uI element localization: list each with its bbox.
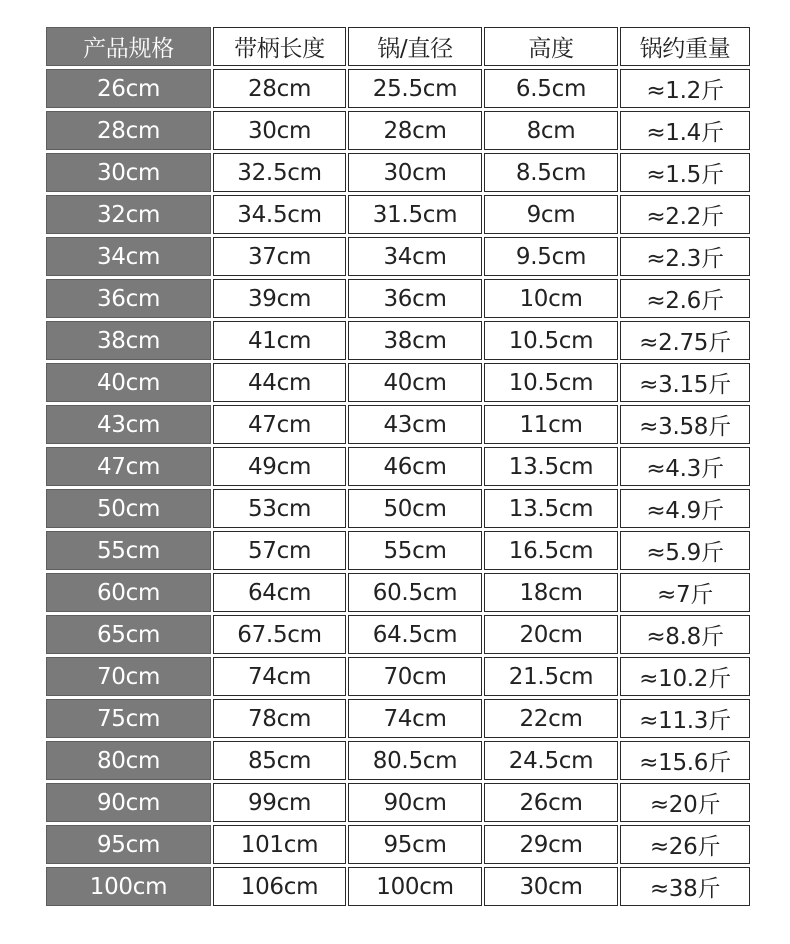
spec-cell: 80cm bbox=[46, 741, 211, 780]
weight-cell: ≈1.2斤 bbox=[620, 69, 750, 108]
handle-length-cell: 32.5cm bbox=[213, 153, 346, 192]
header-weight: 锅约重量 bbox=[620, 27, 750, 66]
height-cell: 24.5cm bbox=[484, 741, 618, 780]
handle-length-cell: 41cm bbox=[213, 321, 346, 360]
spec-cell: 32cm bbox=[46, 195, 211, 234]
weight-cell: ≈2.75斤 bbox=[620, 321, 750, 360]
diameter-cell: 55cm bbox=[348, 531, 482, 570]
height-cell: 9cm bbox=[484, 195, 618, 234]
height-cell: 22cm bbox=[484, 699, 618, 738]
handle-length-cell: 53cm bbox=[213, 489, 346, 528]
spec-cell: 40cm bbox=[46, 363, 211, 402]
header-spec: 产品规格 bbox=[46, 27, 211, 66]
diameter-cell: 34cm bbox=[348, 237, 482, 276]
diameter-cell: 64.5cm bbox=[348, 615, 482, 654]
spec-cell: 26cm bbox=[46, 69, 211, 108]
handle-length-cell: 85cm bbox=[213, 741, 346, 780]
handle-length-cell: 67.5cm bbox=[213, 615, 346, 654]
diameter-cell: 70cm bbox=[348, 657, 482, 696]
spec-cell: 60cm bbox=[46, 573, 211, 612]
height-cell: 10.5cm bbox=[484, 321, 618, 360]
weight-cell: ≈3.15斤 bbox=[620, 363, 750, 402]
weight-cell: ≈8.8斤 bbox=[620, 615, 750, 654]
weight-cell: ≈2.2斤 bbox=[620, 195, 750, 234]
diameter-cell: 90cm bbox=[348, 783, 482, 822]
weight-cell: ≈5.9斤 bbox=[620, 531, 750, 570]
height-cell: 9.5cm bbox=[484, 237, 618, 276]
pot-size-spec-table bbox=[45, 26, 751, 908]
height-cell: 6.5cm bbox=[484, 69, 618, 108]
spec-cell: 65cm bbox=[46, 615, 211, 654]
diameter-cell: 95cm bbox=[348, 825, 482, 864]
diameter-cell: 25.5cm bbox=[348, 69, 482, 108]
weight-cell: ≈15.6斤 bbox=[620, 741, 750, 780]
weight-cell: ≈4.9斤 bbox=[620, 489, 750, 528]
height-cell: 8cm bbox=[484, 111, 618, 150]
handle-length-cell: 106cm bbox=[213, 867, 346, 906]
height-cell: 10cm bbox=[484, 279, 618, 318]
diameter-cell: 74cm bbox=[348, 699, 482, 738]
spec-cell: 36cm bbox=[46, 279, 211, 318]
spec-cell: 55cm bbox=[46, 531, 211, 570]
diameter-cell: 31.5cm bbox=[348, 195, 482, 234]
handle-length-cell: 101cm bbox=[213, 825, 346, 864]
handle-length-cell: 28cm bbox=[213, 69, 346, 108]
weight-cell: ≈1.4斤 bbox=[620, 111, 750, 150]
spec-cell: 75cm bbox=[46, 699, 211, 738]
height-cell: 13.5cm bbox=[484, 447, 618, 486]
height-cell: 20cm bbox=[484, 615, 618, 654]
weight-cell: ≈38斤 bbox=[620, 867, 750, 906]
spec-cell: 50cm bbox=[46, 489, 211, 528]
handle-length-cell: 39cm bbox=[213, 279, 346, 318]
height-cell: 26cm bbox=[484, 783, 618, 822]
diameter-cell: 30cm bbox=[348, 153, 482, 192]
height-cell: 29cm bbox=[484, 825, 618, 864]
handle-length-cell: 64cm bbox=[213, 573, 346, 612]
spec-cell: 28cm bbox=[46, 111, 211, 150]
spec-cell: 70cm bbox=[46, 657, 211, 696]
handle-length-cell: 44cm bbox=[213, 363, 346, 402]
handle-length-cell: 30cm bbox=[213, 111, 346, 150]
height-cell: 21.5cm bbox=[484, 657, 618, 696]
diameter-cell: 28cm bbox=[348, 111, 482, 150]
handle-length-cell: 49cm bbox=[213, 447, 346, 486]
height-cell: 13.5cm bbox=[484, 489, 618, 528]
diameter-cell: 100cm bbox=[348, 867, 482, 906]
spec-cell: 30cm bbox=[46, 153, 211, 192]
weight-cell: ≈11.3斤 bbox=[620, 699, 750, 738]
diameter-cell: 43cm bbox=[348, 405, 482, 444]
diameter-cell: 38cm bbox=[348, 321, 482, 360]
handle-length-cell: 47cm bbox=[213, 405, 346, 444]
handle-length-cell: 99cm bbox=[213, 783, 346, 822]
handle-length-cell: 74cm bbox=[213, 657, 346, 696]
header-height: 高度 bbox=[484, 27, 618, 66]
weight-cell: ≈20斤 bbox=[620, 783, 750, 822]
diameter-cell: 46cm bbox=[348, 447, 482, 486]
handle-length-cell: 57cm bbox=[213, 531, 346, 570]
spec-cell: 100cm bbox=[46, 867, 211, 906]
spec-cell: 43cm bbox=[46, 405, 211, 444]
weight-cell: ≈2.6斤 bbox=[620, 279, 750, 318]
handle-length-cell: 34.5cm bbox=[213, 195, 346, 234]
spec-cell: 47cm bbox=[46, 447, 211, 486]
diameter-cell: 40cm bbox=[348, 363, 482, 402]
header-handle-length: 带柄长度 bbox=[213, 27, 346, 66]
height-cell: 30cm bbox=[484, 867, 618, 906]
weight-cell: ≈3.58斤 bbox=[620, 405, 750, 444]
height-cell: 8.5cm bbox=[484, 153, 618, 192]
weight-cell: ≈26斤 bbox=[620, 825, 750, 864]
header-pot-diameter: 锅/直径 bbox=[348, 27, 482, 66]
diameter-cell: 80.5cm bbox=[348, 741, 482, 780]
weight-cell: ≈2.3斤 bbox=[620, 237, 750, 276]
diameter-cell: 60.5cm bbox=[348, 573, 482, 612]
height-cell: 16.5cm bbox=[484, 531, 618, 570]
weight-cell: ≈1.5斤 bbox=[620, 153, 750, 192]
handle-length-cell: 78cm bbox=[213, 699, 346, 738]
weight-cell: ≈4.3斤 bbox=[620, 447, 750, 486]
spec-cell: 95cm bbox=[46, 825, 211, 864]
weight-cell: ≈7斤 bbox=[620, 573, 750, 612]
height-cell: 11cm bbox=[484, 405, 618, 444]
spec-cell: 90cm bbox=[46, 783, 211, 822]
height-cell: 10.5cm bbox=[484, 363, 618, 402]
handle-length-cell: 37cm bbox=[213, 237, 346, 276]
diameter-cell: 50cm bbox=[348, 489, 482, 528]
spec-cell: 38cm bbox=[46, 321, 211, 360]
weight-cell: ≈10.2斤 bbox=[620, 657, 750, 696]
spec-cell: 34cm bbox=[46, 237, 211, 276]
height-cell: 18cm bbox=[484, 573, 618, 612]
diameter-cell: 36cm bbox=[348, 279, 482, 318]
